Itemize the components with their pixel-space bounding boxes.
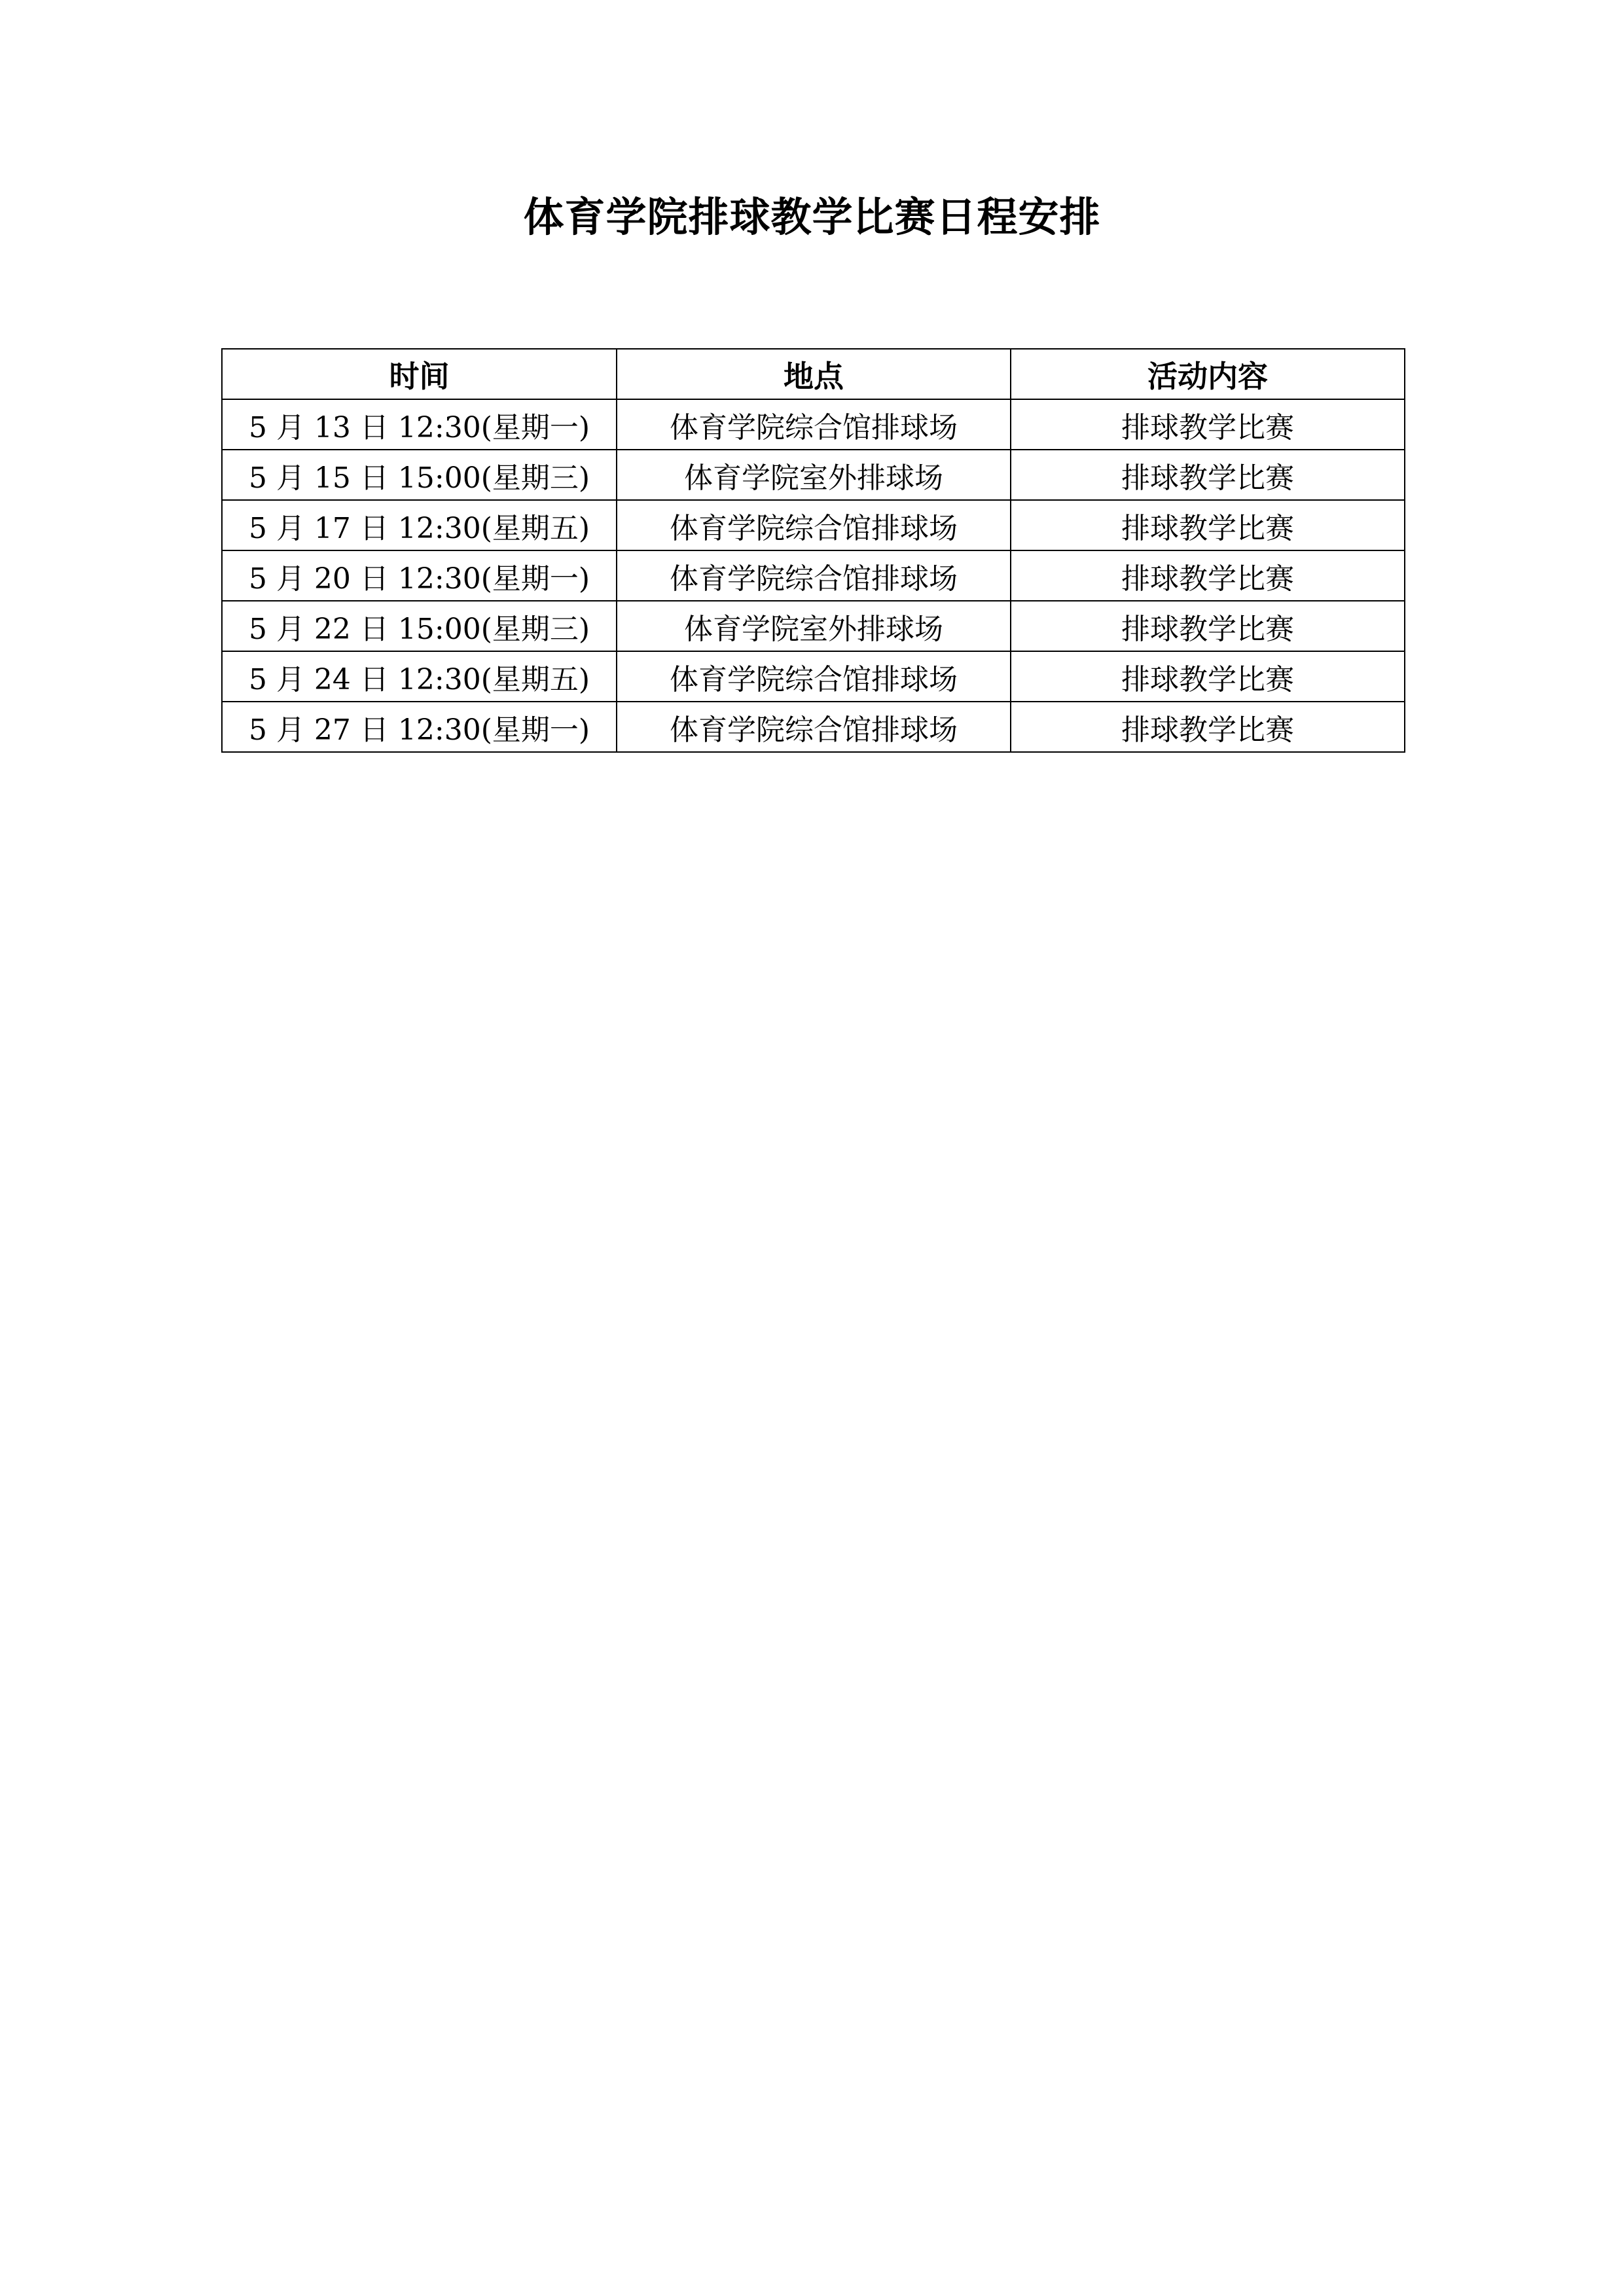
cell-time: 5 月 24 日 12:30(星期五) bbox=[222, 651, 617, 702]
cell-location: 体育学院综合馆排球场 bbox=[617, 399, 1011, 450]
cell-activity: 排球教学比赛 bbox=[1011, 450, 1405, 500]
header-location: 地点 bbox=[617, 349, 1011, 399]
table-row bbox=[222, 651, 1405, 702]
cell-activity: 排球教学比赛 bbox=[1011, 500, 1405, 550]
cell-location: 体育学院综合馆排球场 bbox=[617, 651, 1011, 702]
header-time: 时间 bbox=[222, 349, 617, 399]
table-row bbox=[222, 399, 1405, 450]
cell-activity: 排球教学比赛 bbox=[1011, 399, 1405, 450]
table-row bbox=[222, 550, 1405, 601]
header-activity: 活动内容 bbox=[1011, 349, 1405, 399]
cell-location: 体育学院综合馆排球场 bbox=[617, 500, 1011, 550]
cell-location: 体育学院室外排球场 bbox=[617, 601, 1011, 651]
cell-time: 5 月 17 日 12:30(星期五) bbox=[222, 500, 617, 550]
table-row bbox=[222, 702, 1405, 752]
cell-activity: 排球教学比赛 bbox=[1011, 651, 1405, 702]
page-title: 体育学院排球教学比赛日程安排 bbox=[523, 193, 1101, 241]
table-row bbox=[222, 450, 1405, 500]
table-row bbox=[222, 601, 1405, 651]
table-row bbox=[222, 500, 1405, 550]
cell-activity: 排球教学比赛 bbox=[1011, 601, 1405, 651]
cell-time: 5 月 20 日 12:30(星期一) bbox=[222, 550, 617, 601]
cell-time: 5 月 27 日 12:30(星期一) bbox=[222, 702, 617, 752]
table-header-row bbox=[222, 349, 1405, 399]
cell-time: 5 月 15 日 15:00(星期三) bbox=[222, 450, 617, 500]
cell-location: 体育学院综合馆排球场 bbox=[617, 550, 1011, 601]
cell-time: 5 月 13 日 12:30(星期一) bbox=[222, 399, 617, 450]
schedule-table bbox=[221, 348, 1405, 753]
cell-time: 5 月 22 日 15:00(星期三) bbox=[222, 601, 617, 651]
cell-activity: 排球教学比赛 bbox=[1011, 550, 1405, 601]
cell-location: 体育学院综合馆排球场 bbox=[617, 702, 1011, 752]
cell-location: 体育学院室外排球场 bbox=[617, 450, 1011, 500]
cell-activity: 排球教学比赛 bbox=[1011, 702, 1405, 752]
